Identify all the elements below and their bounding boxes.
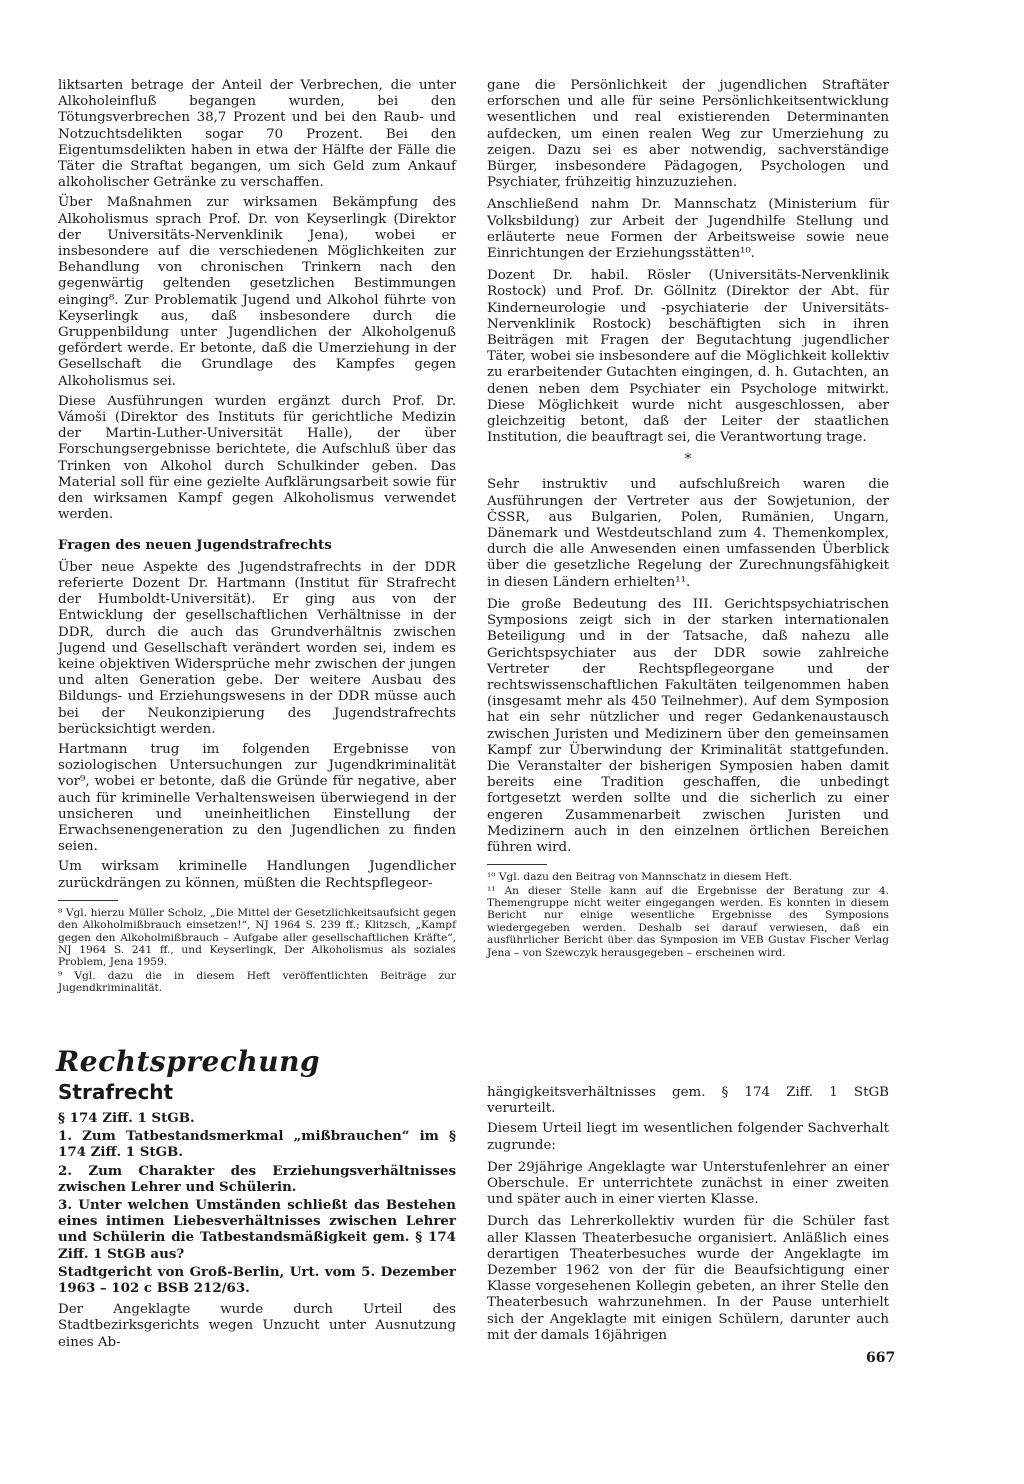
footnote: ¹¹ An dieser Stelle kann auf die Ergebnisse der Beratung zur 4. Themengruppe nicht weiter eingegangen werden. Es konnten in diesem Bericht nur einige wesentliche Ergebnisse des Symposions wiedergegeben werden. Deshalb sei darauf verwiesen, daß ein ausführlicher Bericht über das Symposion im VEB Gustav Fischer Verlag Jena – von Szewczyk herausgegeben – erscheinen wird. — [487, 884, 889, 959]
paragraph: Die große Bedeutung des III. Gerichtspsychiatrischen Symposions zeigt sich in der starken internationalen Beteiligung und in der Tatsache, daß nahezu alle Gerichtspsychiater aus der DDR sowie zahlreiche Vertreter der Rechtspflegeorgane und der rechtswissenschaftlichen Fakultäten teilgenommen haben (insgesamt mehr als 450 Teilnehmer). Auf dem Symposion hat ein sehr nützlicher und reger Gedankenaustausch zwischen Juristen und Medizinern über den gemeinsamen Kampf zur Überwindung der Kriminalität stattgefunden. Die Veranstalter der bisherigen Symposien haben damit bereits eine Tradition geschaffen, die unbedingt fortgesetzt werden sollte und die sicherlich zu einer engeren Zusammenarbeit zwischen Juristen und Medizinern auch in den einzelnen örtlichen Bereichen führen wird. — [487, 596, 889, 855]
paragraph: gane die Persönlichkeit der jugendlichen Straftäter erforschen und alle für seine Persönlichkeitsentwicklung wesentlichen und real existierenden Determinanten aufdecken, um einen realen Weg zur Umerziehung zu zeigen. Dazu sei es aber notwendig, sachverständige Bürger, insbesondere Pädagogen, Psychologen und Psychiater, frühzeitig hinzuzuziehen. — [487, 78, 889, 191]
paragraph: Anschließend nahm Dr. Mannschatz (Ministerium für Volksbildung) zur Arbeit der Jugendhilfe Stellung und erläuterte neue Formen der Arbeitsweise sowie neue Einrichtungen der Erziehungsstätten¹⁰. — [487, 197, 889, 262]
footnote-divider — [487, 864, 547, 865]
headnote-line: 1. Zum Tatbestandsmerkmal „mißbrauchen“ im § 174 Ziff. 1 StGB. — [58, 1128, 456, 1161]
paragraph: Der 29jährige Angeklagte war Unterstufenlehrer an einer Oberschule. Er unterrichtete zunächst in einer zweiten und später auch in einer vierten Klasse. — [487, 1159, 889, 1208]
footnote-divider — [58, 900, 118, 901]
paragraph: Sehr instruktiv und aufschlußreich waren die Ausführungen der Vertreter aus der Sowjetunion, der ČSSR, aus Bulgarien, Polen, Rumänien, Ungarn, Dänemark und Westdeutschland zum 4. Themenkomplex, durch die alle Anwesenden einen umfassenden Überblick über die gesetzliche Regelung der Zurechnungsfähigkeit in diesen Ländern erhielten¹¹. — [487, 477, 889, 590]
paragraph: Durch das Lehrerkollektiv wurden für die Schüler fast aller Klassen Theaterbesuche organisiert. Anläßlich eines derartigen Theaterbesuches wurde der Angeklagte im Dezember 1962 von der für die Beaufsichtigung einer Klasse vorgesehenen Kollegin gebeten, an ihrer Stelle den Theaterbesuch wahrzunehmen. In der Pause unterhielt sich der Angeklagte mit einigen Schülern, darunter auch mit der damals 16jährigen — [487, 1214, 889, 1343]
paragraph: hängigkeitsverhältnisses gem. § 174 Ziff. 1 StGB verurteilt. — [487, 1085, 889, 1117]
paragraph: Hartmann trug im folgenden Ergebnisse von soziologischen Untersuchungen zur Jugendkriminalität vor⁹, wobei er betonte, daß die Gründe für negative, aber auch für kriminelle Verhaltensweisen überwiegend in der unsicheren und uneinheitlichen Einstellung der Erwachsenengeneration zu den Jugendlichen zu finden seien. — [58, 741, 456, 855]
paragraph: liktsarten betrage der Anteil der Verbrechen, die unter Alkoholeinfluß begangen wurden, bei den Tötungsverbrechen 38,7 Prozent und bei den Raub- und Notzuchtsdelikten sogar 70 Prozent. Bei den Eigentumsdelikten haben in etwa der Hälfte der Fälle die Täter die Straftat begangen, um sich Geld zum Ankauf alkoholischer Getränke zu verschaffen. — [58, 78, 456, 191]
paragraph: Über neue Aspekte des Jugendstrafrechts in der DDR referierte Dozent Dr. Hartmann (Institut für Strafrecht der Humboldt-Universität). Er ging aus von der Entwicklung der gesellschaftlichen Verhältnisse in der DDR, durch die auch das Grundverhältnis zwischen Jugend und Gesellschaft verändert worden sei, indem es keine objektiven Widersprüche mehr zwischen der jungen und alten Generation gebe. Der weitere Ausbau des Bildungs- und Erziehungswesens in der DDR müsse auch bei der Neukonzipierung des Jugendstrafrechts berücksichtigt werden. — [58, 559, 456, 737]
paragraph: Der Angeklagte wurde durch Urteil des Stadtbezirksgerichts wegen Unzucht unter Ausnutzung eines Ab- — [58, 1302, 456, 1350]
subsection-title: Strafrecht — [58, 1080, 174, 1104]
footnote: ⁸ Vgl. hierzu Müller Scholz, „Die Mittel der Gesetzlichkeitsaufsicht gegen den Alkoholmißbrauch einsetzen!“, NJ 1964 S. 239 ff.; Klitzsch, „Kampf gegen den Alkoholmißbrauch – Aufgabe aller gesellschaftlichen Kräfte“, NJ 1964 S. 241 ff., und Keyserlingk, Der Alkoholismus als soziales Problem, Jena 1959. — [58, 906, 456, 969]
headnote-line: 3. Unter welchen Umständen schließt das Bestehen eines intimen Liebesverhältnisses zwischen Lehrer und Schülerin die Tatbestandsmäßigkeit gem. § 174 Ziff. 1 StGB aus? — [58, 1197, 456, 1262]
right-column-bottom — [487, 1085, 889, 1348]
section-separator-asterisk: * — [684, 452, 692, 468]
section-title: Rechtsprechung — [56, 1045, 321, 1078]
paragraph: Diesem Urteil liegt im wesentlichen folgender Sachverhalt zugrunde: — [487, 1121, 889, 1153]
headnote-line: § 174 Ziff. 1 StGB. — [58, 1110, 195, 1126]
page-number: 667 — [866, 1350, 896, 1366]
paragraph: Um wirksam kriminelle Handlungen Jugendlicher zurückdrängen zu können, müßten die Rechtspflegeor- — [58, 859, 456, 891]
section-heading: Fragen des neuen Jugendstrafrechts — [58, 537, 332, 554]
footnote: ¹⁰ Vgl. dazu den Beitrag von Mannschatz in diesem Heft. — [487, 871, 793, 884]
left-column-top — [58, 78, 456, 996]
left-column-bottom — [58, 1110, 456, 1355]
court-citation: Stadtgericht von Groß-Berlin, Urt. vom 5. Dezember 1963 – 102 c BSB 212/63. — [58, 1263, 456, 1297]
headnote-line: 2. Zum Charakter des Erziehungsverhältnisses zwischen Lehrer und Schülerin. — [58, 1162, 456, 1195]
right-column-top — [487, 78, 889, 960]
footnote: ⁹ Vgl. dazu die in diesem Heft veröffentlichten Beiträge zur Jugendkriminalität. — [58, 969, 456, 995]
paragraph: Über Maßnahmen zur wirksamen Bekämpfung des Alkoholismus sprach Prof. Dr. von Keyserlingk (Direktor der Universitäts-Nervenklinik Jena), wobei er insbesondere auf die verschiedenen Möglichkeiten zur Behandlung von chronischen Trinkern nach den gegenwärtig geltenden gesetzlichen Bestimmungen einging⁸. Zur Problematik Jugend und Alkohol führte von Keyserlingk aus, daß insbesondere durch die Gruppenbildung unter Jugendlichen der Alkoholgenuß gefördert werde. Er betonte, daß die Umerziehung in der Gesellschaft die Grundlage des Kampfes gegen Alkoholismus sei. — [58, 195, 456, 389]
paragraph: Diese Ausführungen wurden ergänzt durch Prof. Dr. Vámoši (Direktor des Instituts für gerichtliche Medizin der Martin-Luther-Universität Halle), der über Forschungsergebnisse berichtete, die Aufschluß über das Trinken von Alkohol durch Schulkinder geben. Das Material soll für eine gezielte Aufklärungsarbeit sowie für den wirksamen Kampf gegen Alkoholismus verwendet werden. — [58, 393, 456, 523]
paragraph: Dozent Dr. habil. Rösler (Universitäts-Nervenklinik Rostock) und Prof. Dr. Göllnitz (Direktor der Abt. für Kinderneurologie und -psychiaterie der Universitäts-Nervenklinik Rostock) beschäftigten sich in ihren Beiträgen mit Fragen der Begutachtung jugendlicher Täter, wobei sie insbesondere auf die Möglichkeit kollektiv zu erarbeitender Gutachten eingingen, d. h. Gutachten, an denen neben dem Psychiater ein Psychologe mitwirkt. Diese Möglichkeit wurde nicht ausgeschlossen, aber gleichzeitig betont, daß der Leiter der staatlichen Institution, die beauftragt sei, die Verantwortung trage. — [487, 268, 889, 446]
